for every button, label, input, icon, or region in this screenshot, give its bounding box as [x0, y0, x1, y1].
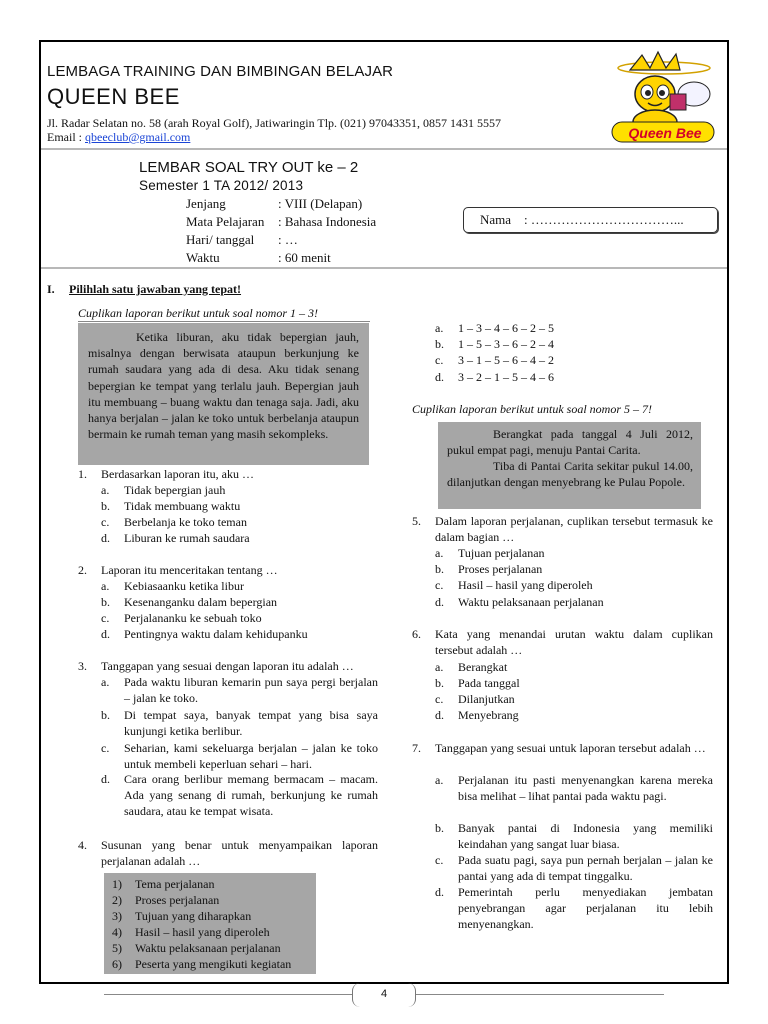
q7-option-a[interactable]: a. Perjalanan itu pasti menyenangkan karena mereka bisa melihat – lihat pantai pada waktu pagi. — [435, 773, 713, 803]
header-rule — [41, 148, 727, 150]
q1-text: Berdasarkan laporan itu, aku … — [101, 467, 254, 481]
passage2-paragraph-2: Tiba di Pantai Carita sekitar pukul 14.00, dilanjutkan dengan menyebrang ke Pulau Popole. — [447, 459, 693, 489]
page-number: 4 — [380, 988, 388, 1000]
q4-list-item: 1) Tema perjalanan — [112, 877, 215, 891]
title-line-2: Semester 1 TA 2012/ 2013 — [139, 178, 304, 193]
footer-line-right — [416, 994, 664, 995]
q5-text: Dalam laporan perjalanan, cuplikan tersebut termasuk ke dalam bagian … — [435, 514, 713, 544]
info-label-waktu: Waktu — [186, 250, 220, 265]
passage2-paragraph-1: Berangkat pada tanggal 4 Juli 2012, pukul empat pagi, menuju Pantai Carita. — [447, 427, 693, 457]
info-value-hari: : … — [278, 232, 298, 247]
q7-text: Tanggapan yang sesuai untuk laporan tersebut adalah … — [435, 741, 706, 755]
passage1-intro: Cuplikan laporan berikut untuk soal nomor 1 – 3! — [78, 306, 318, 320]
q4-option-b[interactable]: b. 1 – 5 – 3 – 6 – 2 – 4 — [435, 337, 554, 351]
info-value-mapel: : Bahasa Indonesia — [278, 214, 377, 229]
info-value-waktu: : 60 menit — [278, 250, 331, 265]
q4-list-item: 2) Proses perjalanan — [112, 893, 220, 907]
section-number: I. — [47, 282, 55, 296]
q2-option-c[interactable]: c. Perjalananku ke sebuah toko — [101, 611, 262, 625]
q2-option-d[interactable]: d. Pentingnya waktu dalam kehidupanku — [101, 627, 308, 641]
q7-option-d[interactable]: d. Pemerintah perlu menyediakan jembatan penyebrangan agar perjalanan itu lebih menyenangkan. — [435, 885, 713, 931]
q1-option-c[interactable]: c. Berbelanja ke toko teman — [101, 515, 247, 529]
q4-option-a[interactable]: a. 1 – 3 – 4 – 6 – 2 – 5 — [435, 321, 554, 335]
passage2-intro: Cuplikan laporan berikut untuk soal nomor 5 – 7! — [412, 402, 652, 416]
title-line-1: LEMBAR SOAL TRY OUT ke – 2 — [139, 159, 359, 176]
q2-option-b[interactable]: b. Kesenanganku dalam bepergian — [101, 595, 278, 609]
q7-number: 7. — [412, 741, 421, 755]
email-line — [47, 129, 190, 145]
queen-bee-logo — [608, 50, 720, 148]
q3-option-b[interactable]: b. Di tempat saya, banyak tempat yang bisa saya kunjungi ketika berlibur. — [101, 708, 378, 738]
q5-option-c[interactable]: c. Hasil – hasil yang diperoleh — [435, 578, 593, 592]
q4-option-d[interactable]: d. 3 – 2 – 1 – 5 – 4 – 6 — [435, 370, 554, 384]
email-link[interactable]: qbeeclub@gmail.com — [85, 130, 191, 144]
q1-option-d[interactable]: d. Liburan ke rumah saudara — [101, 531, 250, 545]
q5-option-d[interactable]: d. Waktu pelaksanaan perjalanan — [435, 595, 604, 609]
q5-option-b[interactable]: b. Proses perjalanan — [435, 562, 543, 576]
address-line: Jl. Radar Selatan no. 58 (arah Royal Golf), Jatiwaringin Tlp. (021) 97043351, 0857 1431 5557 — [47, 116, 502, 130]
info-label-jenjang: Jenjang — [186, 196, 226, 211]
name-field[interactable]: : ……………………………... — [524, 212, 684, 227]
q6-option-d[interactable]: d. Menyebrang — [435, 708, 519, 722]
info-label-hari: Hari/ tanggal — [186, 232, 255, 247]
brand-name: QUEEN BEE — [47, 84, 180, 109]
q4-list-box — [104, 873, 316, 974]
logo-text: Queen Bee — [628, 125, 702, 141]
q3-option-d[interactable]: d. Cara orang berlibur memang bermacam – macam. Ada yang senang di rumah, berkunjung ke rumah saudara, atau ke tempat wisata. — [101, 772, 378, 818]
q6-option-a[interactable]: a. Berangkat — [435, 660, 508, 674]
section-instruction: Pilihlah satu jawaban yang tepat! — [69, 282, 242, 296]
q6-option-b[interactable]: b. Pada tanggal — [435, 676, 520, 690]
q2-option-a[interactable]: a. Kebiasaanku ketika libur — [101, 579, 244, 593]
q1-option-b[interactable]: b. Tidak membuang waktu — [101, 499, 241, 513]
q4-list-item: 3) Tujuan yang diharapkan — [112, 909, 252, 923]
passage1-box — [78, 323, 369, 465]
name-label: Nama — [480, 212, 512, 227]
footer-line-left — [104, 994, 352, 995]
q7-option-b[interactable]: b. Banyak pantai di Indonesia yang memiliki keindahan yang sangat luar biasa. — [435, 821, 713, 851]
q1-number: 1. — [78, 467, 87, 481]
q6-option-c[interactable]: c. Dilanjutkan — [435, 692, 515, 706]
q5-option-a[interactable]: a. Tujuan perjalanan — [435, 546, 545, 560]
q5-number: 5. — [412, 514, 421, 528]
q4-list-item: 5) Waktu pelaksanaan perjalanan — [112, 941, 281, 955]
info-value-jenjang: : VIII (Delapan) — [278, 196, 363, 211]
q4-list-item: 6) Peserta yang mengikuti kegiatan — [112, 957, 292, 971]
q1-option-a[interactable]: a. Tidak bepergian jauh — [101, 483, 226, 497]
q4-text: Susunan yang benar untuk menyampaikan laporan perjalanan adalah … — [101, 838, 378, 868]
passage2-box — [438, 422, 701, 509]
q3-option-a[interactable]: a. Pada waktu liburan kemarin pun saya pergi berjalan – jalan ke toko. — [101, 675, 378, 705]
title-rule — [41, 267, 727, 269]
q3-text: Tanggapan yang sesuai dengan laporan itu adalah … — [101, 659, 354, 673]
q3-number: 3. — [78, 659, 87, 673]
q4-number: 4. — [78, 838, 87, 852]
q2-text: Laporan itu menceritakan tentang … — [101, 563, 278, 577]
info-table — [186, 196, 436, 268]
passage1-top-line — [78, 321, 370, 322]
q6-text: Kata yang menandai urutan waktu dalam cuplikan tersebut adalah … — [435, 627, 713, 657]
q4-list-item: 4) Hasil – hasil yang diperoleh — [112, 925, 270, 939]
info-label-mapel: Mata Pelajaran — [186, 214, 265, 229]
name-box[interactable] — [463, 207, 718, 233]
org-line: LEMBAGA TRAINING DAN BIMBINGAN BELAJAR — [47, 63, 394, 80]
passage1-text: Ketika liburan, aku tidak bepergian jauh, misalnya dengan berwisata ataupun berkunjung ke rumah saudara yang ada di desa. Aku tidak senang bepergian ke tempat yang terlalu jauh. Bepergian jauh itu membuang – buang waktu dan tenaga saja. Jadi, aku hanya berjalan – jalan ke toko untuk berbelanja ataupun bermain ke rumah teman yang masih sekompleks. — [88, 330, 359, 442]
q2-number: 2. — [78, 563, 87, 577]
q6-number: 6. — [412, 627, 421, 641]
q4-option-c[interactable]: c. 3 – 1 – 5 – 6 – 4 – 2 — [435, 353, 554, 367]
email-label: Email : — [47, 130, 85, 144]
q7-option-c[interactable]: c. Pada suatu pagi, saya pun pernah berjalan – jalan ke pantai yang ada di tempat tinggalku. — [435, 853, 713, 883]
q3-option-c[interactable]: c. Seharian, kami sekeluarga berjalan – jalan ke toko untuk membeli keperluan sehari – hari. — [101, 741, 378, 771]
